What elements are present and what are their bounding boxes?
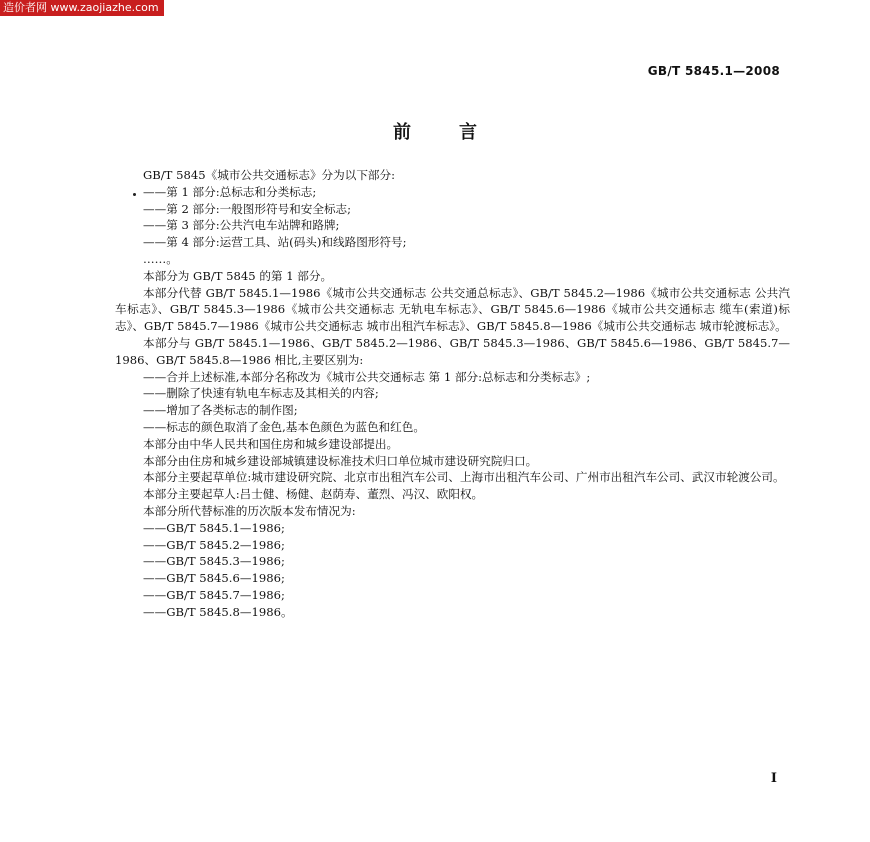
foreword-paragraph: ——第 4 部分:运营工具、站(码头)和线路图形符号; [143, 235, 407, 250]
foreword-paragraph: ——GB/T 5845.2—1986; [143, 537, 285, 552]
foreword-paragraph: GB/T 5845《城市公共交通标志》分为以下部分: [143, 168, 396, 182]
foreword-paragraph: 本部分与 GB/T 5845.1—1986、GB/T 5845.2—1986、GB/T 5845.3—1986、GB/T 5845.6—1986、GB/T 5845.7—1986、GB/T 5845.8—1986 相比,主要区别为: [115, 335, 790, 367]
foreword-paragraph: 本部分由住房和城乡建设部城镇建设标准技术归口单位城市建设研究院归口。 [143, 453, 538, 468]
page-number: I [770, 771, 777, 786]
foreword-paragraph: ——GB/T 5845.8—1986。 [143, 604, 293, 619]
foreword-paragraph: 本部分主要起草人:吕士健、杨健、赵荫寿、董烈、冯汉、欧阳权。 [143, 487, 484, 502]
foreword-paragraph: ——第 3 部分:公共汽电车站牌和路牌; [143, 218, 340, 233]
foreword-paragraph: ——标志的颜色取消了金色,基本色颜色为蓝色和红色。 [143, 419, 425, 434]
foreword-paragraph: ——第 1 部分:总标志和分类标志; [143, 184, 317, 199]
foreword-paragraph: 本部分代替 GB/T 5845.1—1986《城市公共交通标志 公共交通总标志》、GB/T 5845.2—1986《城市公共交通标志 公共汽车标志》、GB/T 5845.3—1986《城市公共交通标志 无轨电车标志》、GB/T 5845.6—1986《城市公共交通标志 缆车(索道)标志》、GB/T 5845.7—1986《城市公共交通标志 城市出租汽车标志》、GB/T 5845.8—1986《城市公共交通标志 城市轮渡标志》。 [115, 285, 790, 334]
foreword-paragraph: ——GB/T 5845.3—1986; [143, 554, 285, 569]
foreword-paragraph: ——第 2 部分:一般图形符号和安全标志; [143, 201, 352, 216]
foreword-body [115, 167, 790, 621]
foreword-paragraph: ——删除了快速有轨电车标志及其相关的内容; [143, 386, 379, 401]
foreword-paragraph: ——GB/T 5845.7—1986; [143, 587, 285, 602]
foreword-paragraph: 本部分所代替标准的历次版本发布情况为: [143, 503, 356, 518]
foreword-paragraph: ——GB/T 5845.6—1986; [143, 571, 285, 586]
foreword-paragraph: ——增加了各类标志的制作图; [143, 403, 298, 418]
foreword-paragraph: 本部分主要起草单位:城市建设研究院、北京市出租汽车公司、上海市出租汽车公司、广州市出租汽车公司、武汉市轮渡公司。 [143, 470, 785, 485]
foreword-paragraph: ……。 [143, 251, 178, 266]
title-char-1: 前 [393, 122, 411, 143]
standard-number: GB/T 5845.1—2008 [647, 64, 780, 78]
foreword-paragraph: 本部分为 GB/T 5845 的第 1 部分。 [143, 268, 333, 283]
page-title [0, 118, 870, 144]
foreword-paragraph: ——GB/T 5845.1—1986; [143, 520, 285, 535]
foreword-paragraph: 本部分由中华人民共和国住房和城乡建设部提出。 [143, 436, 399, 451]
watermark-banner: 造价者网 www.zaojiazhe.com [0, 0, 164, 16]
foreword-paragraph: ——合并上述标准,本部分名称改为《城市公共交通标志 第 1 部分:总标志和分类标志》; [143, 369, 591, 384]
title-char-2: 言 [459, 122, 477, 143]
